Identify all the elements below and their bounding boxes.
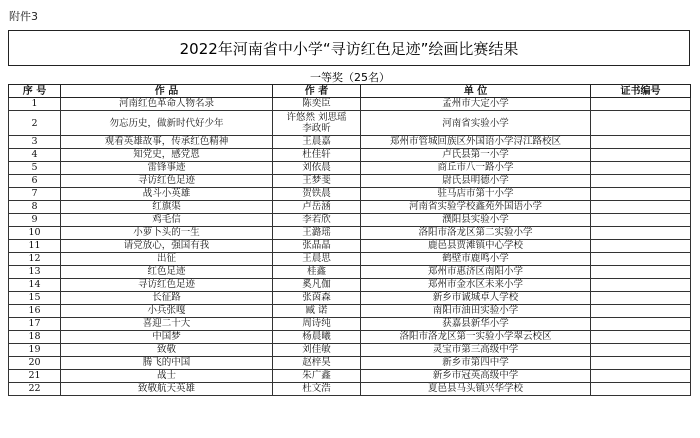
row-number: 21 [9, 370, 61, 383]
author-name: 王晨嘉 [273, 136, 361, 149]
certificate-number [591, 214, 691, 227]
table-row [9, 279, 691, 292]
row-number: 8 [9, 201, 61, 214]
school-unit: 获嘉县新华小学 [361, 318, 591, 331]
school-unit: 灵宝市第三高级中学 [361, 344, 591, 357]
row-number: 10 [9, 227, 61, 240]
certificate-number [591, 136, 691, 149]
row-number: 14 [9, 279, 61, 292]
school-unit: 尉氏县明德小学 [361, 175, 591, 188]
table-row [9, 344, 691, 357]
school-unit: 孟州市大定小学 [361, 98, 591, 111]
row-number: 2 [9, 111, 61, 136]
work-title: 雷锋事迹 [61, 162, 273, 175]
document-title [8, 30, 690, 66]
school-unit: 河南省实验学校鑫苑外国语小学 [361, 201, 591, 214]
certificate-number [591, 370, 691, 383]
author-name: 王潞瑶 [273, 227, 361, 240]
certificate-number [591, 162, 691, 175]
column-header-author: 作 者 [273, 85, 361, 98]
row-number: 4 [9, 149, 61, 162]
table-row [9, 162, 691, 175]
work-title: 出征 [61, 253, 273, 266]
author-name: 奚凡伽 [273, 279, 361, 292]
certificate-number [591, 188, 691, 201]
school-unit: 新乡市诚城卓人学校 [361, 292, 591, 305]
table-row [9, 292, 691, 305]
row-number: 5 [9, 162, 61, 175]
work-title: 腾飞的中国 [61, 357, 273, 370]
school-unit: 驻马店市第十小学 [361, 188, 591, 201]
author-name: 张茵森 [273, 292, 361, 305]
author-name: 朱广鑫 [273, 370, 361, 383]
author-name: 卢岳涵 [273, 201, 361, 214]
work-title: 小兵张嘎 [61, 305, 273, 318]
certificate-number [591, 318, 691, 331]
table-body [9, 98, 691, 396]
certificate-number [591, 344, 691, 357]
work-title: 鸡毛信 [61, 214, 273, 227]
certificate-number [591, 292, 691, 305]
row-number: 15 [9, 292, 61, 305]
table-row [9, 227, 691, 240]
author-name: 杜文浩 [273, 383, 361, 396]
work-title: 中国梦 [61, 331, 273, 344]
author-name: 陈奕臣 [273, 98, 361, 111]
school-unit: 郑州市金水区未来小学 [361, 279, 591, 292]
author-name: 刘佳敏 [273, 344, 361, 357]
work-title: 喜迎二十大 [61, 318, 273, 331]
table-row [9, 136, 691, 149]
school-unit: 鹿邑县贾滩镇中心学校 [361, 240, 591, 253]
table-row [9, 266, 691, 279]
work-title: 寻访红色足迹 [61, 279, 273, 292]
row-number: 17 [9, 318, 61, 331]
certificate-number [591, 357, 691, 370]
table-row [9, 305, 691, 318]
work-title: 红旗渠 [61, 201, 273, 214]
row-number: 20 [9, 357, 61, 370]
row-number: 19 [9, 344, 61, 357]
work-title: 请党放心，强国有我 [61, 240, 273, 253]
row-number: 1 [9, 98, 61, 111]
row-number: 12 [9, 253, 61, 266]
certificate-number [591, 175, 691, 188]
work-title: 小萝卜头的一生 [61, 227, 273, 240]
table-row [9, 175, 691, 188]
work-title: 致敬航天英雄 [61, 383, 273, 396]
school-unit: 商丘市八一路小学 [361, 162, 591, 175]
table-row [9, 98, 691, 111]
table-row [9, 240, 691, 253]
school-unit: 河南省实验小学 [361, 111, 591, 136]
results-table [8, 84, 691, 396]
work-title: 红色足迹 [61, 266, 273, 279]
work-title: 战士 [61, 370, 273, 383]
author-name: 赵梓昊 [273, 357, 361, 370]
column-header-number: 序 号 [9, 85, 61, 98]
author-name: 张晶晶 [273, 240, 361, 253]
row-number: 9 [9, 214, 61, 227]
column-header-unit: 单 位 [361, 85, 591, 98]
work-title: 长征路 [61, 292, 273, 305]
school-unit: 新乡市第四中学 [361, 357, 591, 370]
table-row [9, 357, 691, 370]
author-name: 贺铁晨 [273, 188, 361, 201]
document-title-text: 2022年河南省中小学“寻访红色足迹”绘画比赛结果 [179, 39, 519, 58]
author-name: 桂鑫 [273, 266, 361, 279]
column-header-certificate: 证书编号 [591, 85, 691, 98]
row-number: 11 [9, 240, 61, 253]
certificate-number [591, 98, 691, 111]
certificate-number [591, 266, 691, 279]
prize-heading: 一等奖（25名） [310, 71, 390, 84]
author-name: 王晨思 [273, 253, 361, 266]
table-row [9, 201, 691, 214]
school-unit: 洛阳市洛龙区第二实验小学 [361, 227, 591, 240]
table-row [9, 253, 691, 266]
certificate-number [591, 240, 691, 253]
author-name: 刘依晨 [273, 162, 361, 175]
author-name: 杨晨曦 [273, 331, 361, 344]
row-number: 13 [9, 266, 61, 279]
row-number: 18 [9, 331, 61, 344]
table-row [9, 188, 691, 201]
table-row [9, 149, 691, 162]
table-row [9, 383, 691, 396]
work-title: 观看英雄故事，传承红色精神 [61, 136, 273, 149]
certificate-number [591, 227, 691, 240]
certificate-number [591, 201, 691, 214]
row-number: 22 [9, 383, 61, 396]
row-number: 7 [9, 188, 61, 201]
work-title: 战斗小英雄 [61, 188, 273, 201]
attachment-label: 附件3 [9, 10, 38, 23]
certificate-number [591, 111, 691, 136]
certificate-number [591, 253, 691, 266]
work-title: 河南红色革命人物名录 [61, 98, 273, 111]
table-row [9, 111, 691, 136]
table-header-row [9, 85, 691, 98]
author-name: 臧 诺 [273, 305, 361, 318]
certificate-number [591, 149, 691, 162]
work-title: 致敬 [61, 344, 273, 357]
author-name: 许悠然 刘思瑶 李政昕 [273, 111, 361, 136]
row-number: 6 [9, 175, 61, 188]
school-unit: 郑州市惠济区南阳小学 [361, 266, 591, 279]
author-name: 李若欣 [273, 214, 361, 227]
certificate-number [591, 383, 691, 396]
school-unit: 夏邑县马头镇兴华学校 [361, 383, 591, 396]
school-unit: 卢氏县第一小学 [361, 149, 591, 162]
column-header-work: 作 品 [61, 85, 273, 98]
author-name: 杜佳轩 [273, 149, 361, 162]
school-unit: 郑州市管城回族区外国语小学浔江路校区 [361, 136, 591, 149]
certificate-number [591, 331, 691, 344]
certificate-number [591, 279, 691, 292]
work-title: 寻访红色足迹 [61, 175, 273, 188]
table-row [9, 331, 691, 344]
certificate-number [591, 305, 691, 318]
school-unit: 鹤壁市鹿鸣小学 [361, 253, 591, 266]
school-unit: 洛阳市洛龙区第一实验小学翠云校区 [361, 331, 591, 344]
author-name: 周诗纯 [273, 318, 361, 331]
author-name: 王梦斐 [273, 175, 361, 188]
table-row [9, 370, 691, 383]
row-number: 16 [9, 305, 61, 318]
table-row [9, 214, 691, 227]
row-number: 3 [9, 136, 61, 149]
table-row [9, 318, 691, 331]
work-title: 知党史，感党恩 [61, 149, 273, 162]
school-unit: 新乡市冠英高级中学 [361, 370, 591, 383]
school-unit: 南阳市油田实验小学 [361, 305, 591, 318]
work-title: 勿忘历史，做新时代好少年 [61, 111, 273, 136]
school-unit: 濮阳县实验小学 [361, 214, 591, 227]
